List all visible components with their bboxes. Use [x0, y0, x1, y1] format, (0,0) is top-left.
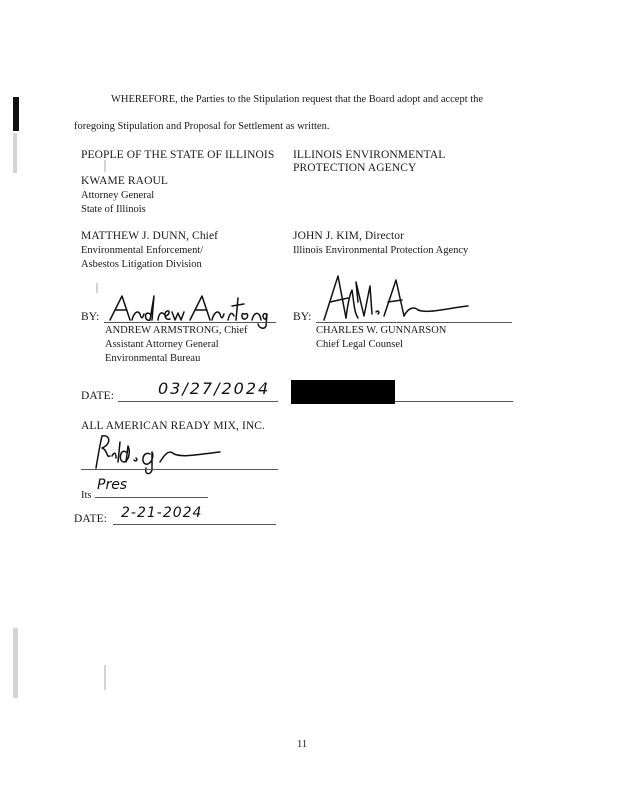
armstrong-signature [104, 290, 274, 326]
director-name: JOHN J. KIM, Director [293, 230, 405, 242]
left-by-label: BY: [81, 311, 100, 323]
respondent-its-value: Pres [97, 477, 128, 493]
intro-line-1: WHEREFORE, the Parties to the Stipulation request that the Board adopt and accept the [111, 94, 484, 105]
chief-division-line-2: Asbestos Litigation Division [81, 259, 202, 270]
respondent-signature [90, 432, 240, 472]
scan-speck [104, 665, 106, 690]
respondent-company: ALL AMERICAN READY MIX, INC. [81, 420, 266, 432]
left-date-value: 03/27/2024 [158, 379, 271, 398]
respondent-its-line [95, 497, 208, 498]
right-party-heading-2: PROTECTION AGENCY [293, 162, 417, 174]
redaction-box [291, 380, 395, 404]
right-date-line [395, 401, 513, 402]
left-signer-name: ANDREW ARMSTRONG, Chief [105, 325, 248, 336]
respondent-signature-line [81, 469, 278, 470]
scan-speck [96, 283, 98, 293]
intro-line-2: foregoing Stipulation and Proposal for Settlement as written. [74, 121, 330, 132]
respondent-date-line [113, 524, 276, 525]
scan-margin-gray-mark-lower [13, 628, 18, 698]
chief-division-line-1: Environmental Enforcement/ [81, 245, 204, 256]
right-signer-name: CHARLES W. GUNNARSON [316, 325, 447, 336]
respondent-date-label: DATE: [74, 513, 108, 525]
left-signer-title-2: Environmental Bureau [105, 353, 201, 364]
scan-margin-gray-mark [13, 133, 17, 173]
right-by-label: BY: [293, 311, 312, 323]
left-date-line [118, 401, 278, 402]
chief-name: MATTHEW J. DUNN, Chief [81, 230, 219, 242]
director-org: Illinois Environmental Protection Agency [293, 245, 469, 256]
right-signature-line [316, 322, 512, 323]
page-number: 11 [297, 739, 308, 750]
respondent-date-value: 2-21-2024 [121, 505, 203, 521]
attorney-general-title: Attorney General [81, 190, 155, 201]
respondent-its-label: Its [81, 490, 92, 501]
right-signer-title: Chief Legal Counsel [316, 339, 403, 350]
scan-margin-black-bar [13, 97, 19, 131]
attorney-general-name: KWAME RAOUL [81, 175, 169, 187]
left-signer-title-1: Assistant Attorney General [105, 339, 219, 350]
gunnarson-signature [318, 272, 478, 322]
left-party-heading: PEOPLE OF THE STATE OF ILLINOIS [81, 149, 275, 161]
left-date-label: DATE: [81, 390, 115, 402]
attorney-general-state: State of Illinois [81, 204, 146, 215]
right-party-heading-1: ILLINOIS ENVIRONMENTAL [293, 149, 446, 161]
left-signature-line [104, 322, 276, 323]
